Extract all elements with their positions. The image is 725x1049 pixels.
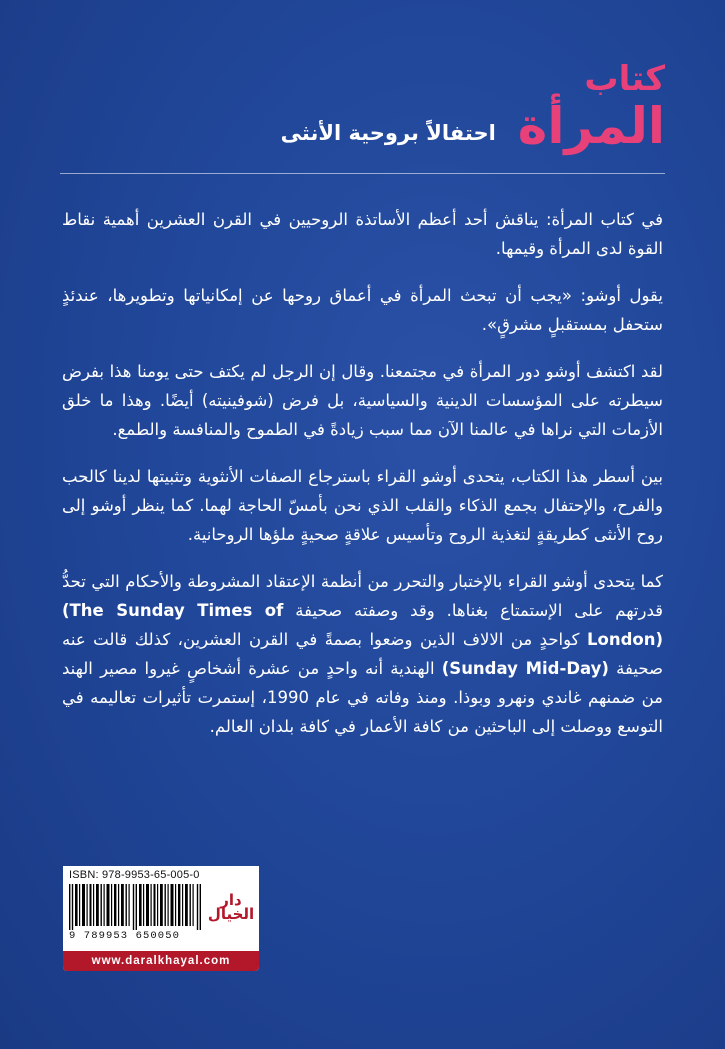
blurb-paragraph-5: [62, 567, 663, 741]
title-divider: [60, 173, 665, 174]
blurb-p5-part2: كواحدٍ من الالاف الذين وضعوا بصمةً في القرن العشرين، كذلك قالت عنه صحيفة: [62, 630, 663, 678]
blurb-text: [62, 205, 663, 759]
title-block: [281, 60, 665, 154]
blurb-paragraph-1: في كتاب المرأة: يناقش أحد أعظم الأساتذة الروحيين في القرن العشرين أهمية نقاط القوة لدى المرأة وقيمها.: [62, 210, 663, 258]
blurb-paragraph-3: لقد اكتشف أوشو دور المرأة في مجتمعنا. وقال إن الرجل لم يكتف حتى يومنا هذا بفرض سيطرته على المؤسسات الدينية والسياسية، بل فرض (شوفينيته) أيضًا. وهذا ما خلق الأزمات التي نراها في عالمنا الآن مما سبب زيادةً في الطموح والمنافسة والطمع.: [62, 362, 663, 439]
sunday-times-name: (The Sunday Times of London): [62, 601, 663, 649]
isbn-label: ISBN: 978-9953-65-005-0: [69, 869, 200, 881]
isbn-barcode-box: [63, 866, 259, 971]
title-kitab: كتاب: [584, 59, 665, 99]
publisher-url: www.daralkhayal.com: [63, 951, 259, 971]
blurb-p5-part3: الهندية أنه واحدٍ من عشرة أشخاصٍ غيروا مصير الهند من ضمنهم غاندي ونهرو وبوذا. ومنذ وفاته في عام 1990، إستمرت تأثيرات تعاليمه في التوسع ووصلت إلى الباحثين من كافة الأعمار في كافة بلدان العالم.: [62, 659, 663, 736]
blurb-p5-part1: كما يتحدى أوشو القراء بالإختبار والتحرر من أنظمة الإعتقاد المشروطة والأحكام التي تحدُّ قدرتهم على الإستمتاع بغناها. وقد وصفته صحيفة: [62, 572, 663, 620]
barcode-icon: [69, 884, 201, 930]
publisher-logo: دار الخيال: [207, 891, 255, 923]
title-row: [281, 98, 665, 154]
blurb-paragraph-2: يقول أوشو: «يجب أن تبحث المرأة في أعماق روحها عن إمكانياتها وتطويرها، عندئذٍ ستحفل بمستقبلٍ مشرقٍ».: [62, 286, 663, 334]
blurb-paragraph-4: بين أسطر هذا الكتاب، يتحدى أوشو القراء باسترجاع الصفات الأنثوية وتثبيتها لدينا كالحب والفرح، والإحتفال بجمع الذكاء والقلب الذي نحن بأمسّ الحاجة لهما. كما ينظر أوشو إلى روح الأنثى كطريقةٍ لتغذية الروح وتأسيس علاقةٍ صحيةٍ ملؤها الروحانية.: [62, 467, 663, 544]
barcode-number: 9 789953 650050: [69, 930, 181, 942]
sunday-midday-name: (Sunday Mid-Day): [441, 659, 609, 678]
book-subtitle: احتفالاً بروحية الأنثى: [280, 121, 496, 145]
book-title: المرأة: [517, 97, 665, 155]
